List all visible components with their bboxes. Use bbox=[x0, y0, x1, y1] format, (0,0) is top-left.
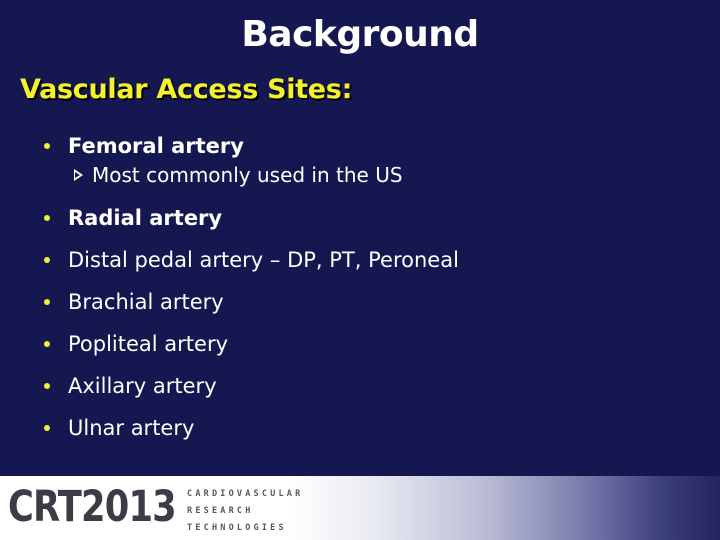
logo-word: RESEARCH bbox=[187, 506, 254, 516]
crt-logo bbox=[8, 482, 176, 532]
bullet-text: Brachial artery bbox=[68, 290, 224, 314]
bullet-text: Radial artery bbox=[68, 206, 223, 230]
footer-bar bbox=[0, 476, 720, 540]
bullet-text: Popliteal artery bbox=[68, 332, 229, 356]
slide-title: Background bbox=[241, 14, 479, 55]
bullet-dot-icon bbox=[44, 143, 50, 149]
logo-word: TECHNOLOGIES bbox=[187, 523, 287, 533]
logo-word: CARDIOVASCULAR bbox=[187, 489, 304, 499]
bullet-text: Axillary artery bbox=[68, 374, 217, 398]
logo-prefix: CRT bbox=[8, 482, 82, 532]
bullet-dot-icon bbox=[44, 383, 50, 389]
bullet-dot-icon bbox=[44, 299, 50, 305]
sub-bullet-text: Most commonly used in the US bbox=[92, 163, 403, 187]
bullet-list bbox=[44, 132, 704, 442]
bullet-item-radial bbox=[44, 204, 704, 232]
bullet-item-popliteal bbox=[44, 330, 704, 358]
bullet-item-ulnar bbox=[44, 414, 704, 442]
bullet-text: Femoral artery bbox=[68, 134, 244, 158]
bullet-text: Distal pedal artery – DP, PT, Peroneal bbox=[68, 248, 459, 272]
bullet-text: Ulnar artery bbox=[68, 416, 195, 440]
bullet-item-distal-pedal bbox=[44, 246, 704, 274]
sub-bullet-item bbox=[68, 160, 704, 190]
slide-subtitle: Vascular Access Sites: bbox=[20, 74, 353, 105]
bullet-dot-icon bbox=[44, 341, 50, 347]
bullet-dot-icon bbox=[44, 257, 50, 263]
bullet-dot-icon bbox=[44, 425, 50, 431]
arrow-bullet-icon bbox=[74, 169, 83, 181]
bullet-dot-icon bbox=[44, 215, 50, 221]
bullet-item-femoral bbox=[44, 132, 704, 190]
logo-year: 2013 bbox=[81, 482, 176, 532]
bullet-item-brachial bbox=[44, 288, 704, 316]
bullet-item-axillary bbox=[44, 372, 704, 400]
logo-words bbox=[187, 486, 303, 537]
